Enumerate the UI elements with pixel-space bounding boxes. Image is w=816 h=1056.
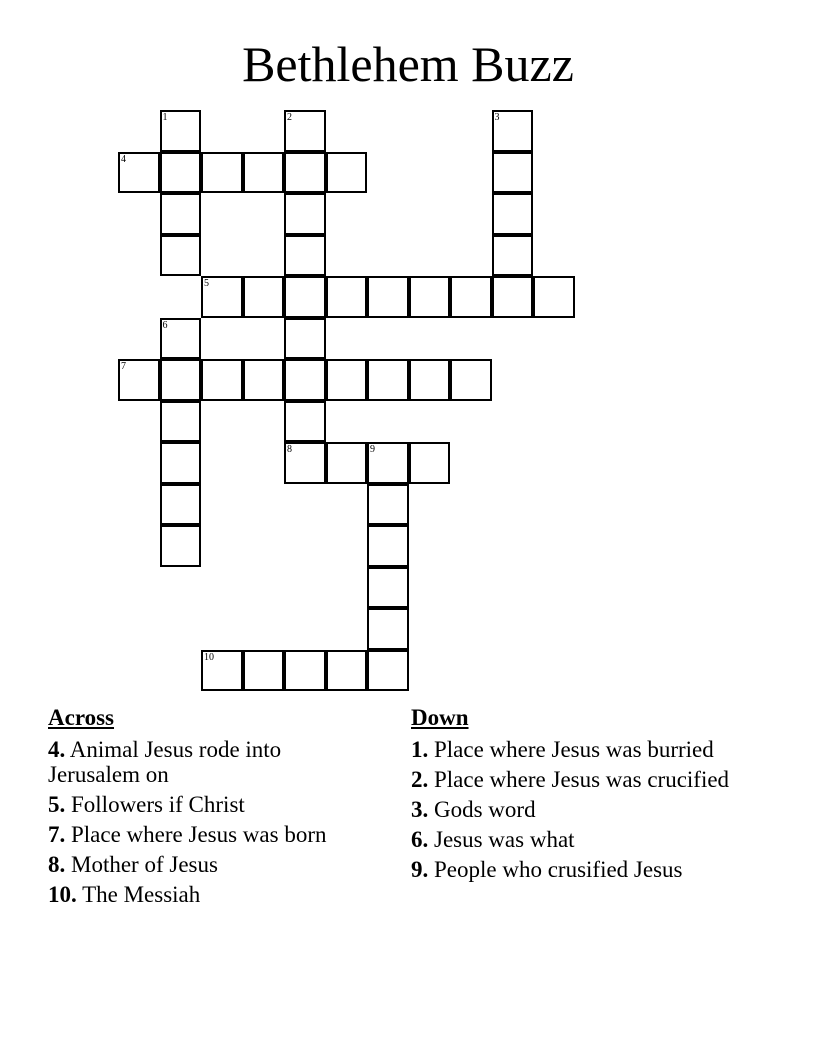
grid-cell[interactable] — [160, 484, 202, 526]
grid-cell[interactable] — [367, 484, 409, 526]
clue-number: 10. — [48, 882, 77, 907]
grid-cell[interactable] — [492, 235, 534, 277]
clue-text: Gods word — [434, 797, 536, 822]
grid-cell[interactable] — [326, 650, 368, 692]
clue-text: Jesus was what — [434, 827, 575, 852]
cell-number: 3 — [494, 112, 500, 123]
clue-number: 6. — [411, 827, 429, 852]
across-clues — [48, 703, 378, 912]
grid-cell[interactable] — [409, 442, 451, 484]
cell-number: 10 — [204, 651, 214, 663]
cell-number: 8 — [287, 444, 292, 455]
grid-cell[interactable] — [284, 193, 326, 235]
clue-down-6 — [411, 827, 791, 852]
clue-text: People who crusified Jesus — [434, 857, 683, 882]
clue-across-5 — [48, 792, 378, 817]
clue-number: 1. — [411, 737, 429, 762]
grid-cell[interactable] — [243, 152, 285, 194]
down-clues — [411, 703, 791, 887]
grid-cell[interactable] — [160, 359, 202, 401]
grid-cell[interactable] — [492, 110, 534, 152]
clue-across-4 — [48, 737, 378, 787]
grid-cell[interactable] — [409, 276, 451, 318]
clue-across-7 — [48, 822, 378, 847]
cell-number: 7 — [121, 361, 126, 372]
clue-text: Place where Jesus was born — [71, 822, 327, 847]
grid-cell[interactable] — [160, 318, 202, 360]
grid-cell[interactable] — [243, 650, 285, 692]
grid-cell[interactable] — [326, 152, 368, 194]
clue-number: 4. — [48, 737, 66, 762]
clue-text: Place where Jesus was burried — [434, 737, 714, 762]
grid-cell[interactable] — [160, 235, 202, 277]
grid-cell[interactable] — [243, 276, 285, 318]
grid-cell[interactable] — [284, 152, 326, 194]
grid-cell[interactable] — [160, 152, 202, 194]
grid-cell[interactable] — [367, 650, 409, 692]
grid-cell[interactable] — [326, 442, 368, 484]
grid-cell[interactable] — [160, 525, 202, 567]
grid-cell[interactable] — [201, 276, 243, 318]
grid-cell[interactable] — [450, 359, 492, 401]
grid-cell[interactable] — [326, 359, 368, 401]
grid-cell[interactable] — [326, 276, 368, 318]
clue-number: 2. — [411, 767, 429, 792]
cell-number: 4 — [121, 153, 126, 165]
clue-number: 7. — [48, 822, 66, 847]
across-heading: Across — [48, 705, 115, 730]
clue-down-1 — [411, 737, 791, 762]
grid-cell[interactable] — [492, 276, 534, 318]
clue-text: Place where Jesus was crucified — [434, 767, 730, 792]
grid-cell[interactable] — [367, 276, 409, 318]
grid-cell[interactable] — [243, 359, 285, 401]
page-title: Bethlehem Buzz — [242, 36, 574, 92]
grid-cell[interactable] — [160, 401, 202, 443]
grid-cell[interactable] — [284, 276, 326, 318]
clue-across-10 — [48, 882, 378, 907]
down-heading: Down — [411, 705, 469, 730]
cell-number: 9 — [370, 444, 375, 455]
clue-text: Mother of Jesus — [71, 852, 218, 877]
grid-cell[interactable] — [201, 650, 243, 692]
grid-cell[interactable] — [284, 650, 326, 692]
grid-cell[interactable] — [284, 318, 326, 360]
clue-number: 5. — [48, 792, 66, 817]
grid-cell[interactable] — [284, 359, 326, 401]
clue-text: Animal Jesus rode into Jerusalem on — [48, 737, 282, 787]
grid-cell[interactable] — [160, 193, 202, 235]
grid-cell[interactable] — [201, 152, 243, 194]
cell-number: 5 — [204, 278, 209, 289]
grid-cell[interactable] — [284, 235, 326, 277]
clue-text: The Messiah — [82, 882, 201, 907]
grid-cell[interactable] — [201, 359, 243, 401]
clue-down-2 — [411, 767, 791, 792]
grid-cell[interactable] — [450, 276, 492, 318]
grid-cell[interactable] — [284, 110, 326, 152]
grid-cell[interactable] — [492, 152, 534, 194]
grid-cell[interactable] — [118, 359, 160, 401]
cell-number: 6 — [162, 319, 168, 331]
clue-text: Followers if Christ — [71, 792, 245, 817]
grid-cell[interactable] — [367, 359, 409, 401]
clue-number: 9. — [411, 857, 429, 882]
grid-cell[interactable] — [284, 401, 326, 443]
grid-cell[interactable] — [533, 276, 575, 318]
grid-cell[interactable] — [367, 442, 409, 484]
grid-cell[interactable] — [118, 152, 160, 194]
grid-cell[interactable] — [492, 193, 534, 235]
grid-cell[interactable] — [367, 608, 409, 650]
grid-cell[interactable] — [284, 442, 326, 484]
grid-cell[interactable] — [367, 567, 409, 609]
clue-number: 8. — [48, 852, 66, 877]
grid-cell[interactable] — [367, 525, 409, 567]
clue-down-3 — [411, 797, 791, 822]
cell-number: 2 — [287, 112, 292, 123]
clue-number: 3. — [411, 797, 429, 822]
clue-across-8 — [48, 852, 378, 877]
grid-cell[interactable] — [409, 359, 451, 401]
grid-cell[interactable] — [160, 110, 202, 152]
cell-number: 1 — [162, 112, 168, 123]
grid-cell[interactable] — [160, 442, 202, 484]
clue-down-9 — [411, 857, 791, 882]
